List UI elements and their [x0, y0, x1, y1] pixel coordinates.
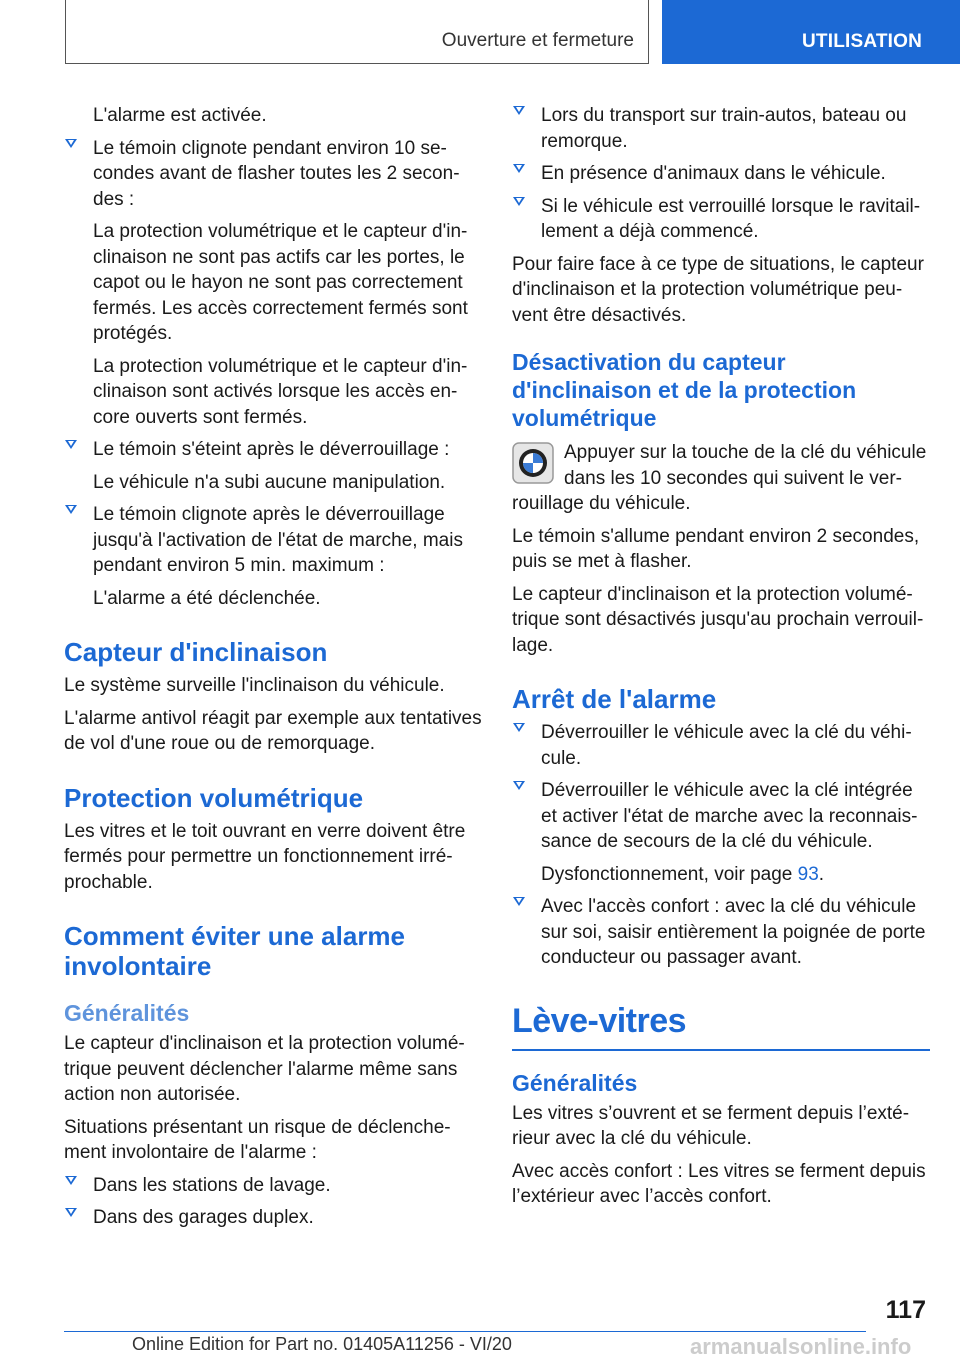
cross-reference-end: .	[818, 863, 825, 885]
paragraph: L'alarme antivol réagit par exemple aux tentatives de vol d'une roue ou de remorquage.	[64, 707, 482, 754]
paragraph: Pour faire face à ce type de situations, le capteur d'inclinaison et la protection volumétrique peuvent être désactivés.	[512, 253, 924, 326]
triangle-bullet-icon	[65, 1208, 77, 1217]
list-item	[512, 103, 930, 154]
list-item	[512, 894, 930, 971]
paragraph: Situations présentant un risque de déclenchement involontaire de l'alarme :	[64, 1116, 451, 1163]
list-item-subtext: Le véhicule n'a subi aucune manipulation.	[93, 471, 446, 493]
paragraph: Le capteur d'inclinaison et la protection volumétrique sont désactivés jusqu'au prochain verrouillage.	[512, 583, 924, 656]
triangle-bullet-icon	[513, 106, 525, 115]
paragraph: Les vitres et le toit ouvrant en verre doivent être fermés pour permettre un fonctionnement irréprochable.	[64, 820, 466, 893]
heading-tilt-sensor: Capteur d'inclinaison	[64, 637, 328, 667]
list-item-text: Dans les stations de lavage.	[93, 1174, 331, 1196]
paragraph: Le témoin s'allume pendant environ 2 secondes, puis se met à flasher.	[512, 525, 920, 572]
header-tab-label: UTILISATION	[802, 31, 923, 52]
heading-avoid-alarm: Comment éviter une alarme involontaire	[64, 921, 406, 981]
triangle-bullet-icon	[65, 139, 77, 148]
bmw-key-button-icon	[512, 442, 554, 484]
list-item-text: Si le véhicule est verrouillé lorsque le ravitaillement a déjà commencé.	[541, 195, 921, 242]
page-number: 117	[885, 1296, 926, 1324]
list-item-text: En présence d'animaux dans le véhicule.	[541, 163, 886, 184]
list-item	[64, 502, 482, 611]
triangle-bullet-icon	[513, 164, 525, 173]
key-instruction	[512, 440, 930, 517]
triangle-bullet-icon	[513, 723, 525, 732]
heading-windows-general: Généralités	[512, 1069, 638, 1096]
list-item-text: Déverrouiller le véhicule avec la clé intégrée et activer l'état de marche avec la reconnaissance de secours de la clé du véhicule.	[541, 780, 918, 852]
list-item	[512, 778, 930, 887]
list-item-subtext	[541, 862, 930, 888]
paragraph: Le capteur d'inclinaison et la protection volumétrique peuvent déclencher l'alarme même sans action non autorisée.	[64, 1033, 465, 1105]
list-item	[512, 161, 930, 187]
heading-stop-alarm: Arrêt de l'alarme	[512, 684, 717, 714]
list-item-text: Déverrouiller le véhicule avec la clé du véhicule.	[541, 722, 912, 769]
triangle-bullet-icon	[513, 897, 525, 906]
left-column	[64, 103, 482, 1238]
list-item	[64, 1173, 482, 1199]
paragraph: Les vitres s’ouvrent et se ferment depuis l’extérieur avec la clé du véhicule.	[512, 1102, 910, 1149]
triangle-bullet-icon	[65, 505, 77, 514]
list-item-text: Le témoin clignote pendant environ 10 secondes avant de flasher toutes les 2 secondes :	[93, 137, 460, 210]
header-section-title: Ouverture et fermeture	[441, 30, 634, 51]
page-link-93[interactable]: 93	[797, 863, 819, 885]
list-item-text: Lors du transport sur train-autos, bateau ou remorque.	[541, 105, 907, 152]
list-item	[64, 437, 482, 495]
paragraph: Appuyer sur la touche de la clé du véhicule dans les 10 secondes qui suivent le verrouillage du véhicule.	[512, 442, 927, 514]
triangle-bullet-icon	[65, 440, 77, 449]
list-item-text: Dans des garages duplex.	[93, 1207, 314, 1228]
triangle-bullet-icon	[513, 781, 525, 790]
list-item-subtext: La protection volumétrique et le capteur d'inclinaison ne sont pas actifs car les portes, le capot ou le hayon ne sont pas correctement fermés. Les accès correctement fermés sont protégés.	[93, 221, 468, 344]
list-item-subtext: La protection volumétrique et le capteur d'inclinaison sont activés lorsque les accès encore ouverts sont fermés.	[93, 355, 468, 428]
paragraph: Avec accès confort : Les vitres se ferment depuis l’extérieur avec l’accès confort.	[512, 1160, 926, 1207]
heading-rule	[512, 1049, 930, 1051]
triangle-bullet-icon	[513, 197, 525, 206]
heading-windows: Lève-vitres	[512, 1001, 687, 1040]
triangle-bullet-icon	[65, 1176, 77, 1185]
footer-edition: Online Edition for Part no. 01405A11256 - VI/20	[132, 1334, 512, 1354]
list-item-text: Avec l'accès confort : avec la clé du véhicule sur soi, saisir entièrement la poignée de porte conducteur ou passager avant.	[541, 896, 926, 968]
heading-volume-protection: Protection volumétrique	[64, 782, 364, 813]
list-item	[64, 1205, 482, 1231]
paragraph: Le système surveille l'inclinaison du véhicule.	[64, 675, 445, 696]
right-column	[512, 103, 930, 1217]
list-item	[512, 194, 930, 245]
list-item	[512, 720, 930, 771]
heading-deactivation: Désactivation du capteur d'inclinaison et de la protection volumétrique	[512, 349, 857, 431]
list-item	[64, 136, 482, 431]
watermark: armanualsonline.info	[690, 1334, 912, 1359]
heading-general: Généralités	[64, 1000, 190, 1026]
header-section-box	[65, 0, 649, 64]
list-item-text: Le témoin clignote après le déverrouillage jusqu'à l'activation de l'état de marche, mais pendant environ 5 min. maximum :	[93, 504, 463, 576]
cross-reference-text: Dysfonctionnement, voir page	[541, 863, 798, 885]
list-item-text: Le témoin s'éteint après le déverrouillage :	[93, 439, 450, 460]
paragraph: L'alarme est activée.	[93, 105, 267, 126]
list-item-subtext: L'alarme a été déclenchée.	[93, 587, 321, 609]
header-tab-utilisation[interactable]	[662, 0, 960, 64]
